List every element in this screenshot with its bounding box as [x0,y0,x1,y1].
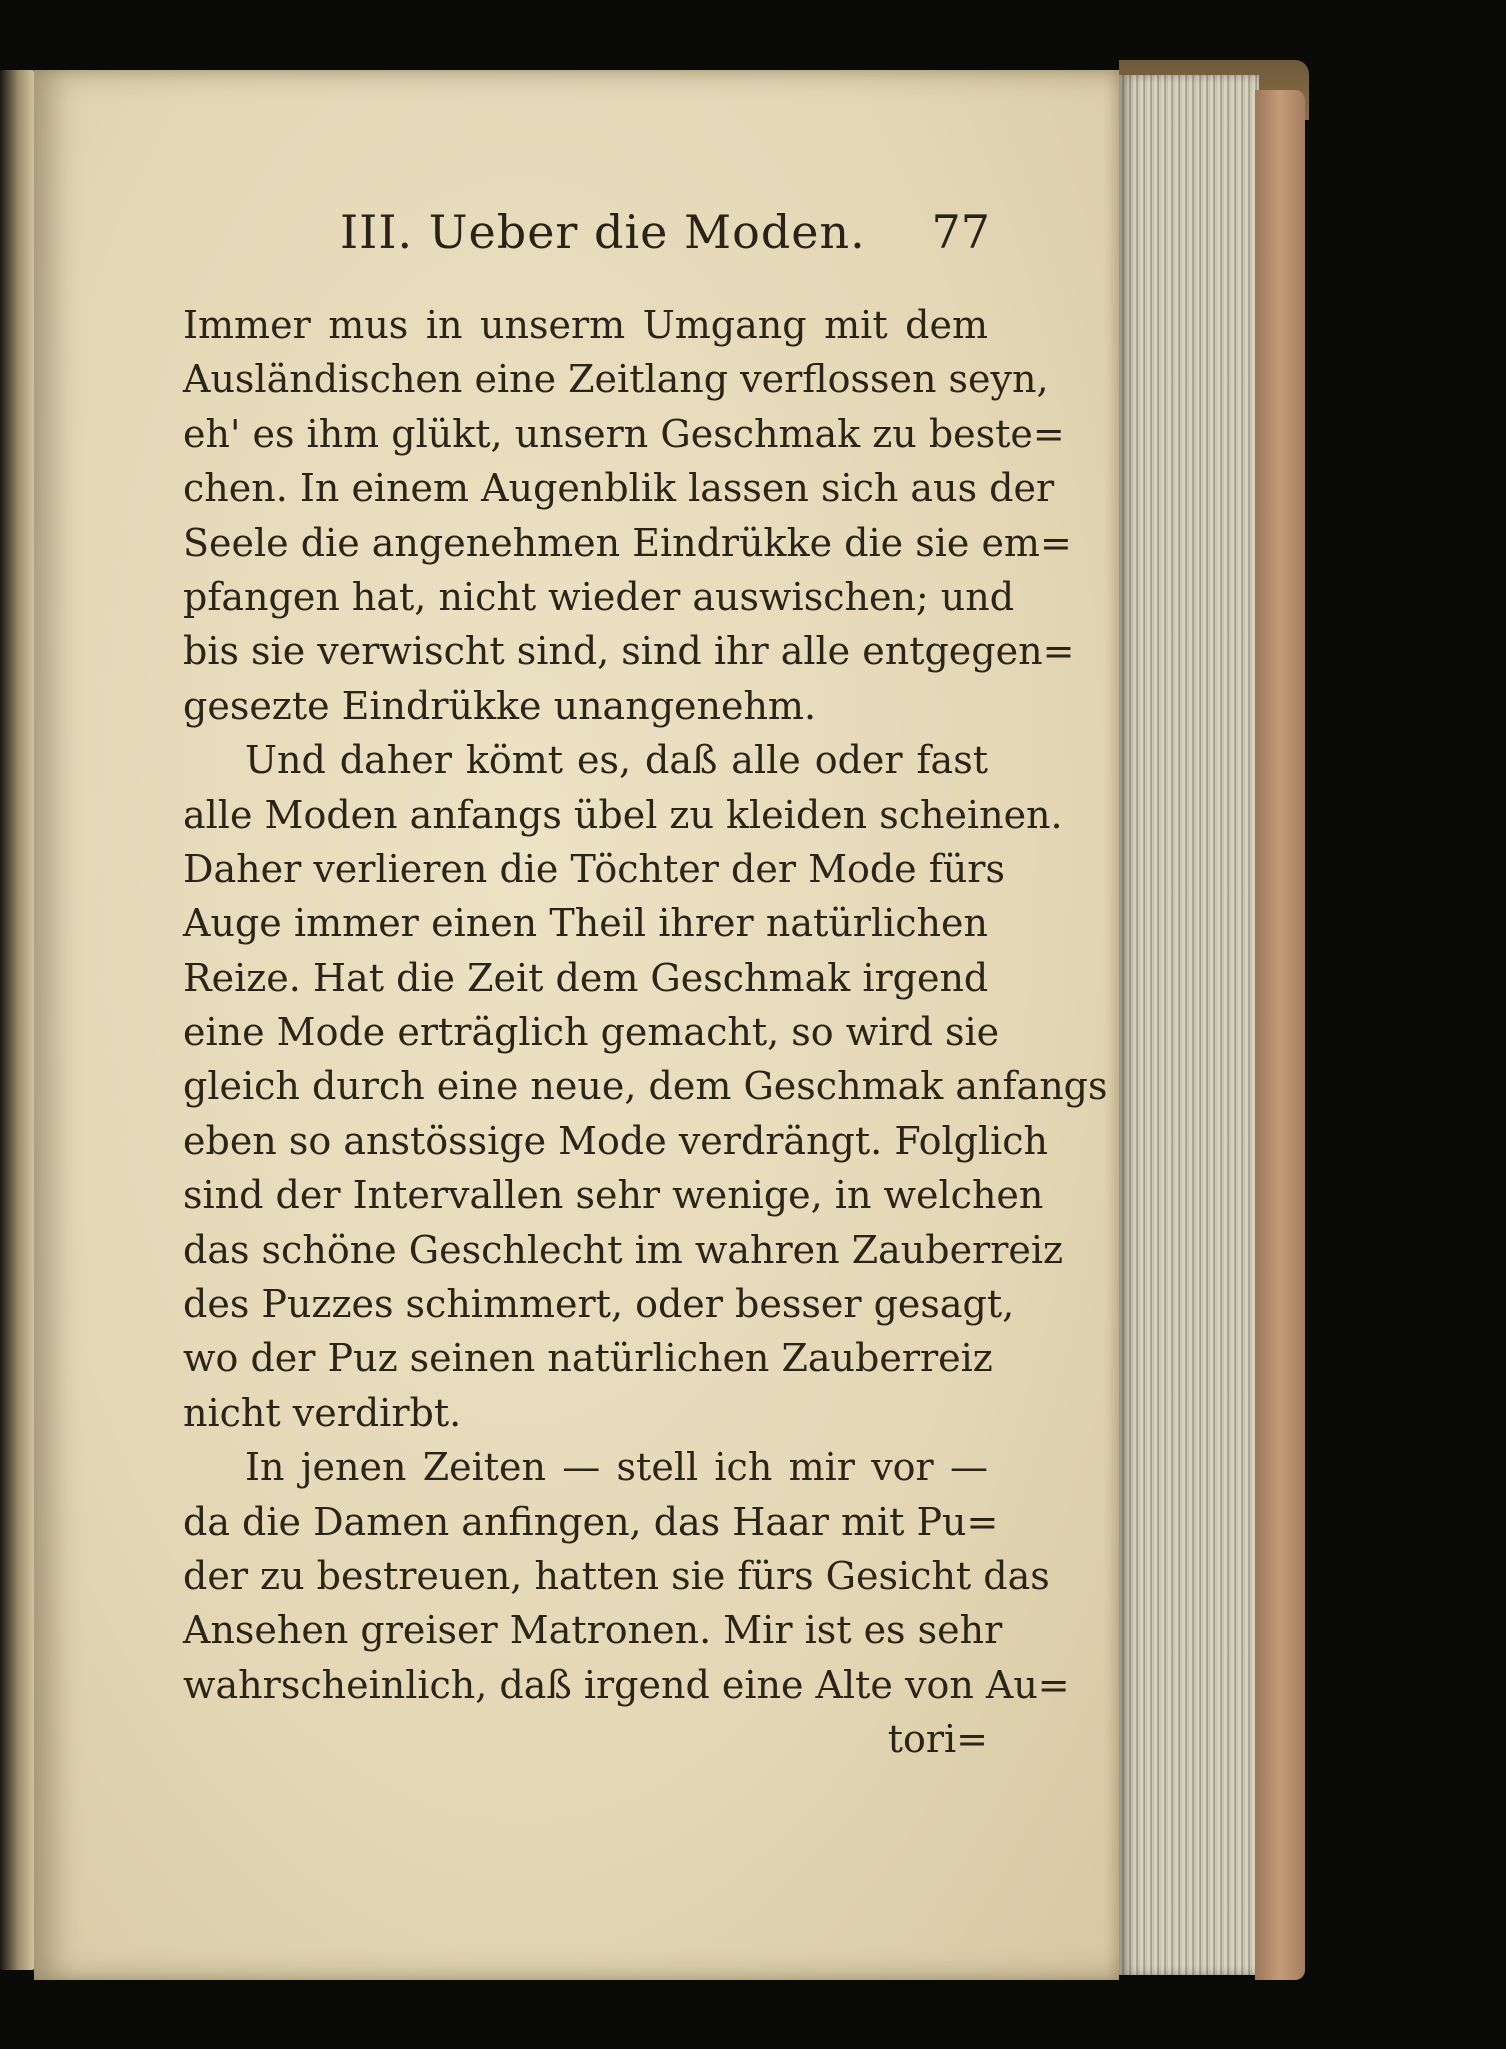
text-line: da die Damen anfingen, das Haar mit Pu= [183,1499,999,1544]
text-line: gleich durch eine neue, dem Geschmak anfangs [183,1064,1108,1109]
text-line: Ansehen greiser Matronen. Mir ist es sehr [183,1608,1003,1653]
text-line: des Puzzes schimmert, oder besser gesagt, [183,1282,1015,1327]
text-line: sind der Intervallen sehr wenige, in welchen [183,1173,1044,1218]
text-line: wo der Puz seinen natürlichen Zauberreiz [183,1336,993,1381]
text-line: Daher verlieren die Töchter der Mode fürs [183,846,1005,891]
verso-page-edge [0,70,34,1970]
text-line: das schöne Geschlecht im wahren Zauberreiz [183,1227,1064,1272]
text-line: der zu bestreuen, hatten sie fürs Gesicht das [183,1553,1050,1598]
text-line: Und daher kömt es, daß alle oder fast [245,738,988,783]
text-block [183,298,1108,1767]
text-line: Auge immer einen Theil ihrer natürlichen [183,901,988,946]
text-line: bis sie verwischt sind, sind ihr alle entgegen= [183,629,1075,674]
text-line: Ausländischen eine Zeitlang verflossen seyn, [183,357,1049,402]
text-line: In jenen Zeiten — stell ich mir vor — [245,1445,988,1490]
text-line: eine Mode erträglich gemacht, so wird sie [183,1010,1000,1055]
text-line: pfangen hat, nicht wieder auswischen; und [183,574,1015,619]
text-line: Reize. Hat die Zeit dem Geschmak irgend [183,955,989,1000]
text-line: eh' es ihm glükt, unsern Geschmak zu beste= [183,411,1065,456]
page-edges [1119,75,1259,1975]
text-line: Immer mus in unserm Umgang mit dem [183,303,988,347]
text-line: nicht verdirbt. [183,1390,462,1435]
page-number: 77 [931,205,990,259]
page-header [340,205,990,275]
book-cover-edge [1255,90,1305,1980]
text-line: Seele die angenehmen Eindrükke die sie em= [183,520,1072,565]
text-line: wahrscheinlich, daß irgend eine Alte von Au= [183,1662,1070,1707]
catchword-line [183,1712,988,1766]
text-line: alle Moden anfangs übel zu kleiden scheinen. [183,792,1063,837]
text-line: chen. In einem Augenblik lassen sich aus der [183,466,1055,511]
text-line: gesezte Eindrükke unangenehm. [183,683,817,728]
catchword: tori= [887,1717,988,1762]
running-head: III. Ueber die Moden. [340,205,866,259]
text-line: eben so anstössige Mode verdrängt. Folglich [183,1118,1049,1163]
